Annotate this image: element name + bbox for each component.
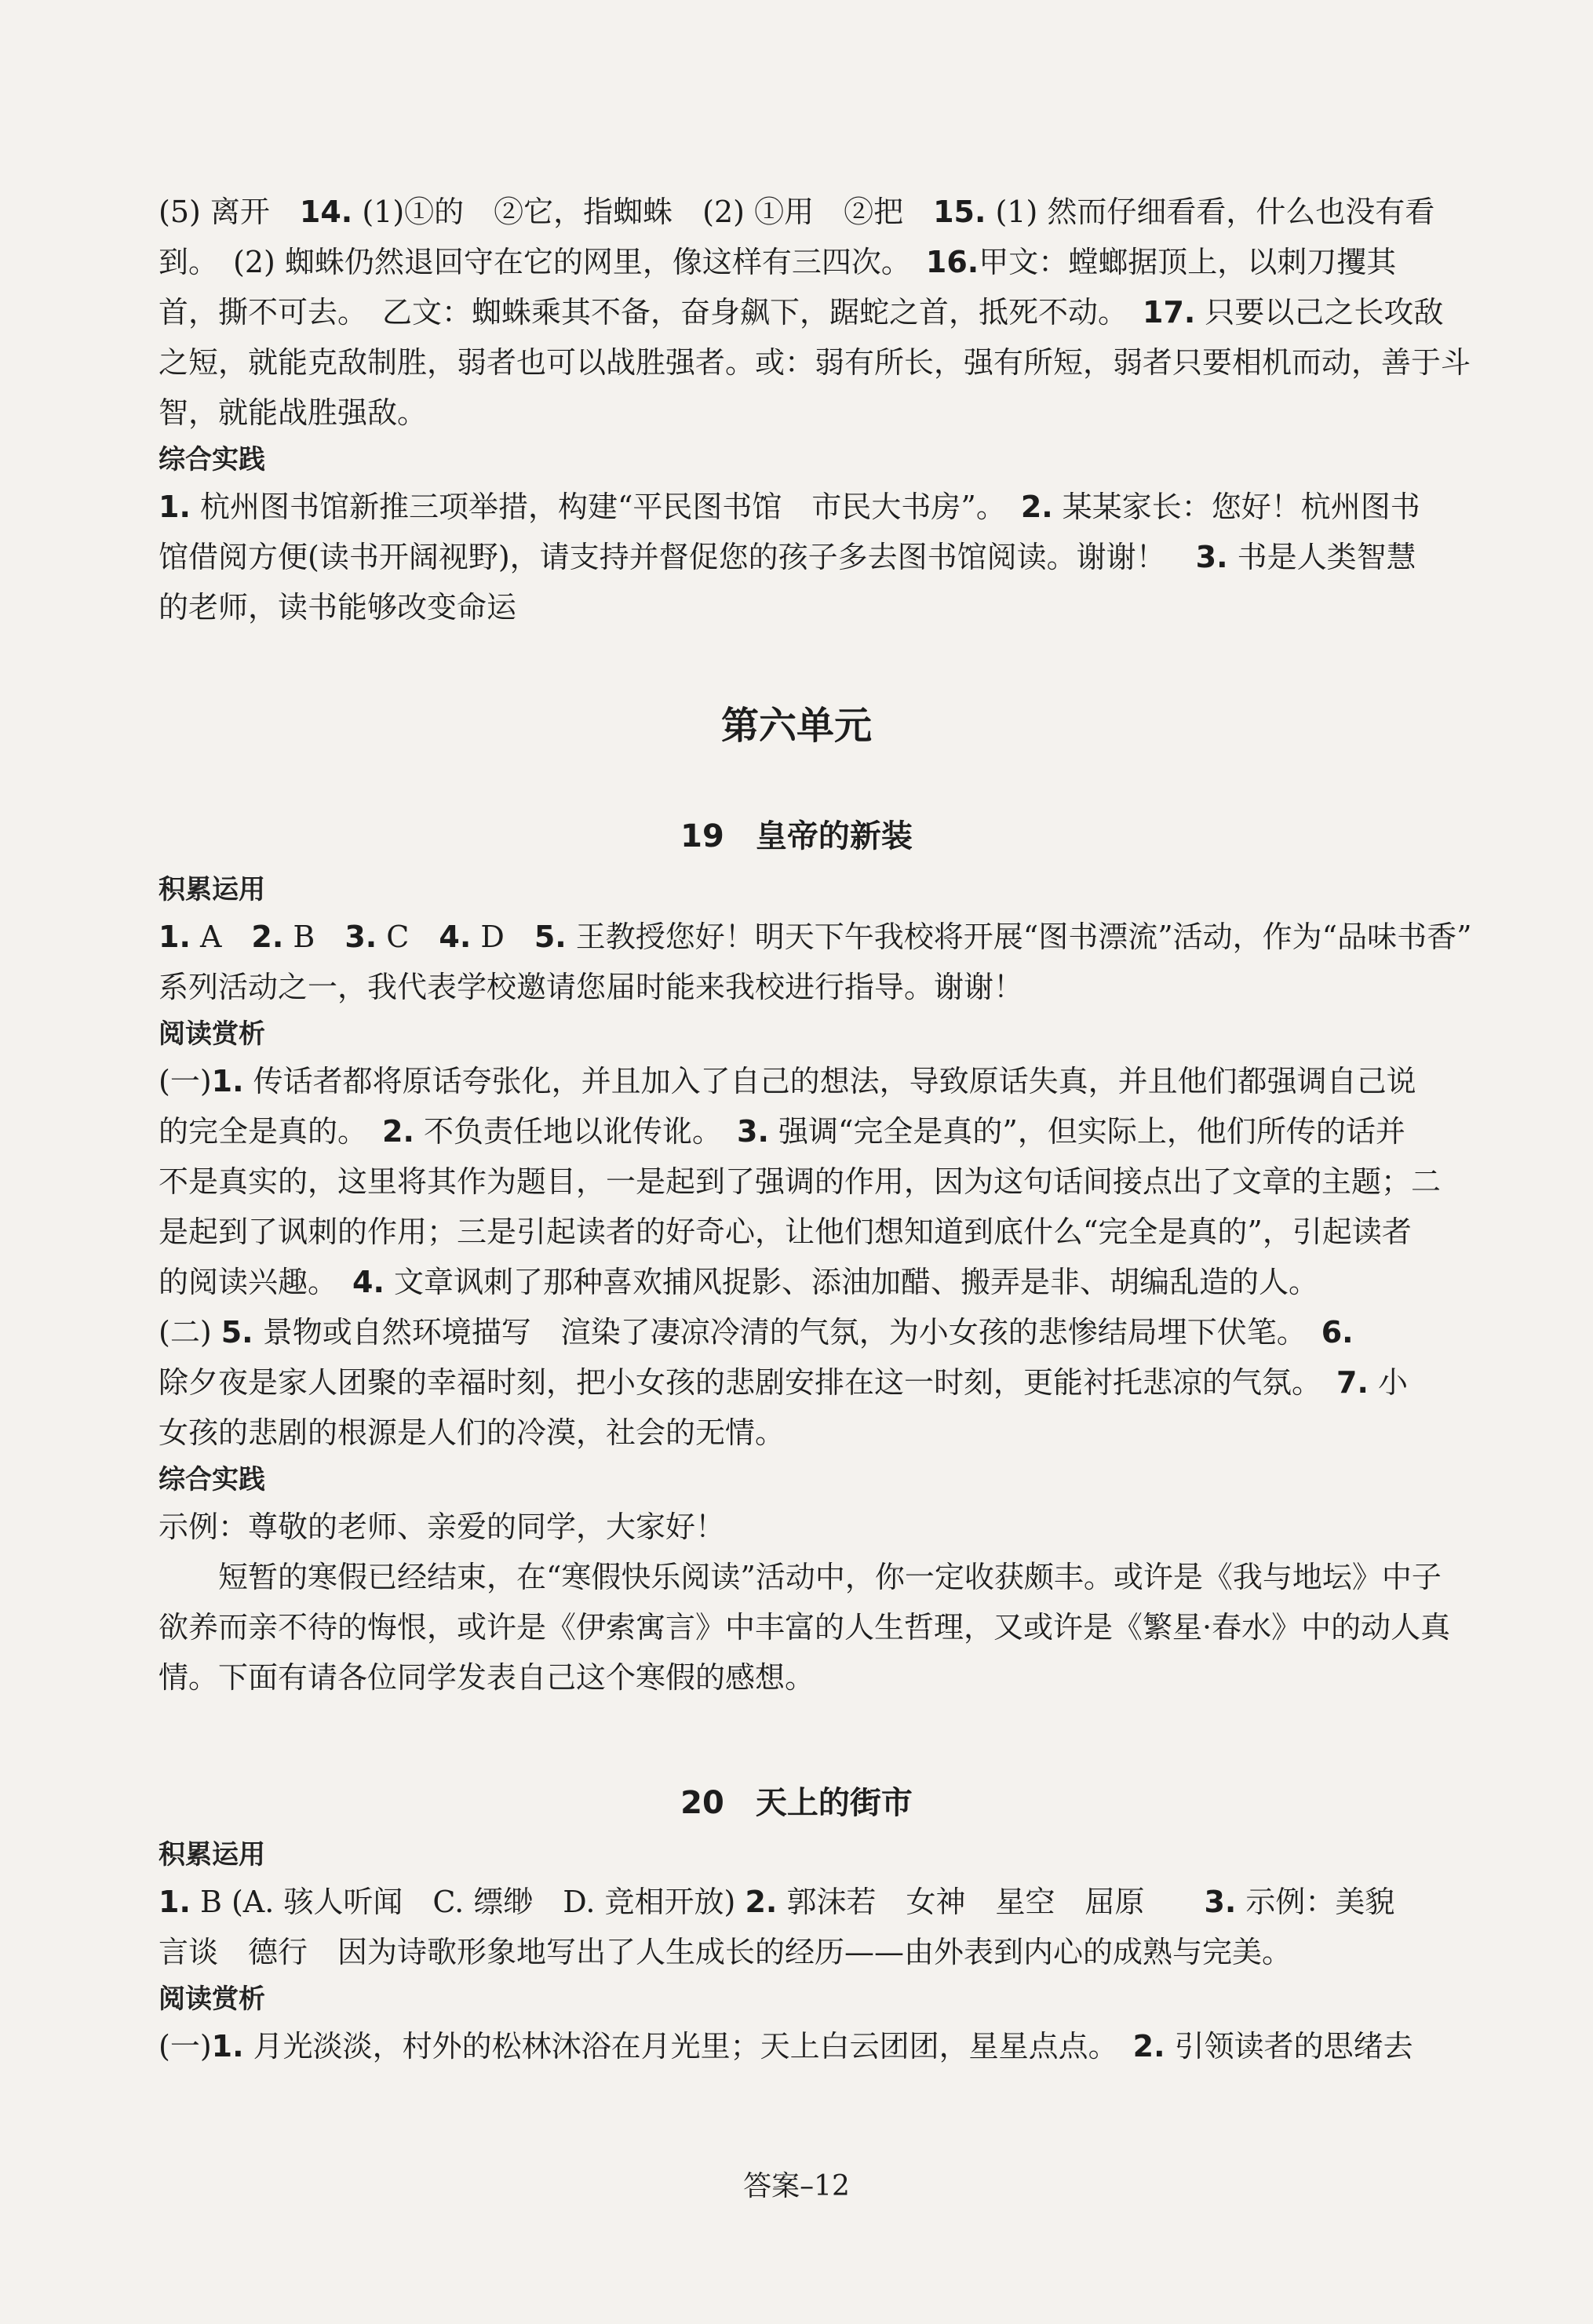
- text-line: 智，就能战胜强敌。: [159, 395, 428, 430]
- section-heading: 积累运用: [159, 874, 265, 905]
- text-line: 不是真实的，这里将其作为题目，一是起到了强调的作用，因为这句话间接点出了文章的主题；二: [159, 1164, 1442, 1199]
- section-heading: 阅读赏析: [159, 1983, 265, 2015]
- lesson-title: 20 天上的街市: [680, 1785, 913, 1821]
- text-line: 短暂的寒假已经结束，在“寒假快乐阅读”活动中，你一定收获颇丰。或许是《我与地坛》中子: [218, 1560, 1442, 1594]
- text-line: 1. A 2. B 3. C 4. D 5. 王教授您好！明天下午我校将开展“图书漂流”活动，作为“品味书香”: [159, 920, 1472, 954]
- unit-title: 第六单元: [720, 704, 872, 748]
- page-number: 答案–12: [743, 2170, 850, 2202]
- text-line: 的阅读兴趣。 4. 文章讽刺了那种喜欢捕风捉影、添油加醋、搬弄是非、胡编乱造的人。: [159, 1265, 1318, 1299]
- section-heading: 综合实践: [159, 444, 265, 475]
- text-line: (5) 离开 14. (1)①的 ②它，指蜘蛛 (2) ①用 ②把 15. (1) 然而仔细看看，什么也没有看: [159, 195, 1435, 229]
- text-line: 女孩的悲剧的根源是人们的冷漠，社会的无情。: [159, 1415, 786, 1450]
- text-line: 示例：尊敬的老师、亲爱的同学，大家好！: [159, 1510, 726, 1544]
- text-line: 言谈 德行 因为诗歌形象地写出了人生成长的经历——由外表到内心的成熟与完美。: [159, 1935, 1292, 1969]
- text-line: (一)1. 月光淡淡，村外的松林沐浴在月光里；天上白云团团，星星点点。 2. 引领读者的思绪去: [159, 2029, 1413, 2064]
- lesson-title: 19 皇帝的新装: [680, 818, 913, 854]
- text-line: (一)1. 传话者都将原话夸张化，并且加入了自己的想法，导致原话失真，并且他们都强调自己说: [159, 1064, 1416, 1098]
- text-line: 是起到了讽刺的作用；三是引起读者的好奇心，让他们想知道到底什么“完全是真的”，引起读者: [159, 1215, 1412, 1249]
- text-line: 欲养而亲不待的悔恨，或许是《伊索寓言》中丰富的人生哲理，又或许是《繁星·春水》中的动人真: [159, 1610, 1451, 1645]
- text-line: 馆借阅方便(读书开阔视野)，请支持并督促您的孩子多去图书馆阅读。谢谢！ 3. 书是人类智慧: [159, 540, 1416, 574]
- lesson20-answers: [159, 1833, 1445, 2071]
- section-heading: 综合实践: [159, 1464, 265, 1495]
- lesson19-answers: [159, 868, 1472, 1703]
- text-line: 1. B (A. 骇人听闻 C. 缥缈 D. 竞相开放) 2. 郭沫若 女神 星空 屈原 3. 示例：美貌: [159, 1885, 1395, 1919]
- text-line: 1. 杭州图书馆新推三项举措，构建“平民图书馆 市民大书房”。 2. 某某家长：您好！杭州图书: [159, 490, 1420, 524]
- text-line: 到。 (2) 蜘蛛仍然退回守在它的网里，像这样有三四次。 16.甲文：螳螂据顶上，以刺刀攫其: [159, 245, 1397, 279]
- section-heading: 积累运用: [159, 1839, 265, 1870]
- section-heading: 阅读赏析: [159, 1018, 265, 1050]
- text-line: 的老师，读书能够改变命运: [159, 590, 517, 625]
- top-answers: [159, 187, 1471, 632]
- text-line: 系列活动之一，我代表学校邀请您届时能来我校进行指导。谢谢！: [159, 970, 1024, 1004]
- text-line: 除夕夜是家人团聚的幸福时刻，把小女孩的悲剧安排在这一时刻，更能衬托悲凉的气氛。 7. 小: [159, 1365, 1408, 1400]
- text-line: 首，撕不可去。 乙文：蜘蛛乘其不备，奋身飙下，踞蛇之首，抵死不动。 17. 只要以己之长攻敌: [159, 295, 1444, 330]
- text-line: 情。下面有请各位同学发表自己这个寒假的感想。: [159, 1660, 815, 1695]
- text-line: 之短，就能克敌制胜，弱者也可以战胜强者。或：弱有所长，强有所短，弱者只要相机而动，善于斗: [159, 345, 1471, 380]
- text-line: 的完全是真的。 2. 不负责任地以讹传讹。 3. 强调“完全是真的”，但实际上，他们所传的话并: [159, 1114, 1405, 1149]
- text-line: (二) 5. 景物或自然环境描写 渲染了凄凉冷清的气氛，为小女孩的悲惨结局埋下伏笔。 6.: [159, 1315, 1354, 1350]
